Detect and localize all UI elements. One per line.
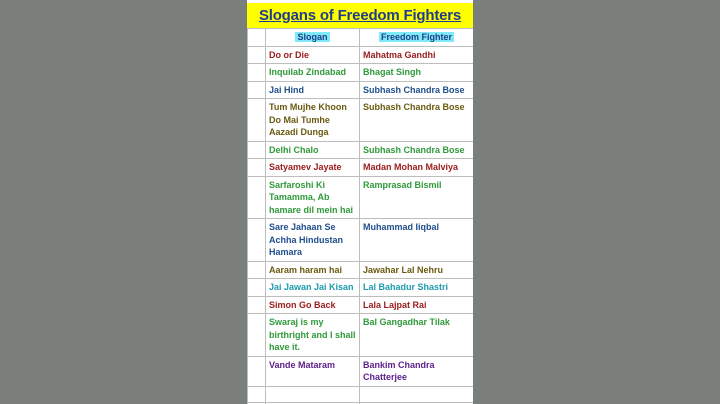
table-row [248,46,474,64]
index-cell [248,261,266,279]
fighter-cell[interactable]: Bankim Chandra Chatterjee [360,356,474,386]
table-row [248,296,474,314]
index-cell [248,159,266,177]
index-cell [248,46,266,64]
fighter-cell[interactable]: Muhammad Iiqbal [360,219,474,262]
index-cell [248,81,266,99]
header-slogan-label: Slogan [297,32,328,42]
spreadsheet [247,0,473,404]
slogan-cell[interactable]: Inquilab Zindabad [266,64,360,82]
table-row [248,314,474,357]
index-cell [248,314,266,357]
index-cell [248,279,266,297]
fighter-cell[interactable]: Lal Bahadur Shastri [360,279,474,297]
slogan-table [247,28,473,404]
slogan-cell[interactable]: Delhi Chalo [266,141,360,159]
table-row [248,219,474,262]
index-cell [248,99,266,142]
index-cell [248,296,266,314]
slogan-cell[interactable]: Sare Jahaan Se Achha Hindustan Hamara [266,219,360,262]
fighter-cell[interactable]: Madan Mohan Malviya [360,159,474,177]
table-row [248,159,474,177]
header-slogan[interactable] [266,29,360,47]
header-row [248,29,474,47]
empty-row [248,386,474,402]
index-cell [248,29,266,47]
table-row [248,356,474,386]
fighter-cell[interactable]: Bal Gangadhar Tilak [360,314,474,357]
empty-cell[interactable] [266,386,360,402]
table-row [248,176,474,219]
slogan-cell[interactable]: Aaram haram hai [266,261,360,279]
fighter-cell[interactable]: Bhagat Singh [360,64,474,82]
fighter-cell[interactable]: Lala Lajpat Rai [360,296,474,314]
table-row [248,99,474,142]
header-fighter[interactable] [360,29,474,47]
index-cell [248,386,266,402]
fighter-cell[interactable]: Mahatma Gandhi [360,46,474,64]
table-row [248,81,474,99]
fighter-cell[interactable]: Subhash Chandra Bose [360,81,474,99]
table-row [248,64,474,82]
fighter-cell[interactable]: Jawahar Lal Nehru [360,261,474,279]
fighter-cell[interactable]: Subhash Chandra Bose [360,99,474,142]
table-row [248,279,474,297]
index-cell [248,176,266,219]
slogan-cell[interactable]: Sarfaroshi Ki Tamamma, Ab hamare dil mein hai [266,176,360,219]
title-banner [247,3,473,28]
page-title: Slogans of Freedom Fighters [258,7,462,24]
slogan-cell[interactable]: Vande Mataram [266,356,360,386]
index-cell [248,141,266,159]
header-fighter-label: Freedom Fighter [380,32,452,42]
index-cell [248,356,266,386]
index-cell [248,219,266,262]
slogan-cell[interactable]: Satyamev Jayate [266,159,360,177]
index-cell [248,64,266,82]
slogan-cell[interactable]: Simon Go Back [266,296,360,314]
slogan-cell[interactable]: Tum Mujhe Khoon Do Mai Tumhe Aazadi Dunga [266,99,360,142]
slogan-cell[interactable]: Swaraj is my birthright and I shall have it. [266,314,360,357]
table-row [248,261,474,279]
table-row [248,141,474,159]
slogan-cell[interactable]: Do or Die [266,46,360,64]
fighter-cell[interactable]: Ramprasad Bismil [360,176,474,219]
empty-cell[interactable] [360,386,474,402]
fighter-cell[interactable]: Subhash Chandra Bose [360,141,474,159]
slogan-cell[interactable]: Jai Jawan Jai Kisan [266,279,360,297]
slogan-cell[interactable]: Jai Hind [266,81,360,99]
